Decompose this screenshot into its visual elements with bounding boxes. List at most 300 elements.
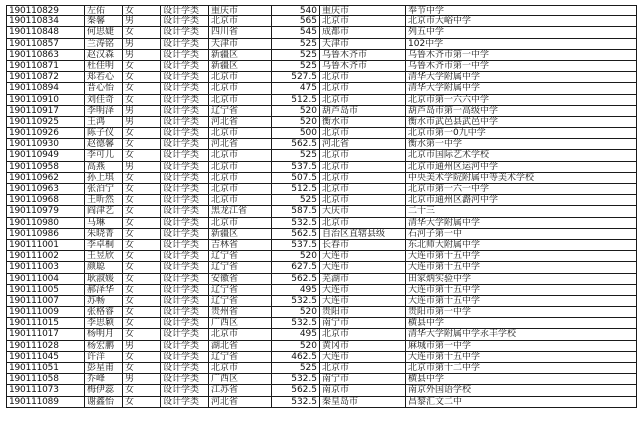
province-cell: 重庆市: [208, 6, 271, 15]
major-category-cell: 设计学类: [160, 274, 208, 284]
school-cell: 大连市第十五中学: [405, 285, 637, 295]
name-cell: 李可儿: [84, 150, 122, 160]
school-cell: 贵阳市第一中学: [405, 307, 637, 317]
student-id-cell: 190110917: [6, 106, 84, 116]
name-cell: 陈子仪: [84, 128, 122, 138]
province-cell: 辽宁省: [208, 296, 271, 306]
name-cell: 晋心怡: [84, 83, 122, 93]
table-row: [6, 128, 637, 139]
gender-cell: 男: [122, 16, 160, 26]
name-cell: 兰涛铭: [84, 39, 122, 49]
city-cell: 大连市: [319, 296, 405, 306]
province-cell: 辽宁省: [208, 106, 271, 116]
student-id-cell: 190111058: [6, 374, 84, 384]
city-cell: 北京市: [319, 184, 405, 194]
province-cell: 黑龙江省: [208, 206, 271, 216]
score-cell: 495: [271, 285, 319, 295]
student-id-cell: 190111007: [6, 296, 84, 306]
score-cell: 525: [271, 195, 319, 205]
table-row: [6, 329, 637, 340]
score-cell: 520: [271, 106, 319, 116]
gender-cell: 女: [122, 206, 160, 216]
city-cell: 北京市: [319, 329, 405, 339]
table-row: [6, 195, 637, 206]
student-id-cell: 190110863: [6, 50, 84, 60]
table-row: [6, 285, 637, 296]
table-row: [6, 206, 637, 217]
name-cell: 左佑: [84, 6, 122, 15]
table-row: [6, 385, 637, 396]
student-id-cell: 190110979: [6, 206, 84, 216]
city-cell: 黄冈市: [319, 341, 405, 351]
major-category-cell: 设计学类: [160, 95, 208, 105]
table-row: [6, 50, 637, 61]
gender-cell: 女: [122, 218, 160, 228]
school-cell: 昌黎汇文二中: [405, 397, 637, 407]
name-cell: 郑若心: [84, 72, 122, 82]
school-cell: 横县中学: [405, 318, 637, 328]
student-id-cell: 190110871: [6, 61, 84, 71]
score-cell: 525: [271, 61, 319, 71]
city-cell: 北京市: [319, 72, 405, 82]
score-cell: 537.5: [271, 162, 319, 172]
gender-cell: 女: [122, 262, 160, 272]
student-id-cell: 190110829: [6, 6, 84, 15]
major-category-cell: 设计学类: [160, 229, 208, 239]
major-category-cell: 设计学类: [160, 117, 208, 127]
name-cell: 李思颖: [84, 318, 122, 328]
major-category-cell: 设计学类: [160, 27, 208, 37]
school-cell: 北京市第十二中学: [405, 363, 637, 373]
student-id-cell: 190110958: [6, 162, 84, 172]
name-cell: 孙上琪: [84, 173, 122, 183]
city-cell: 北京市: [319, 83, 405, 93]
school-cell: 大连市第十五中学: [405, 352, 637, 362]
score-cell: 520: [271, 251, 319, 261]
table-row: [6, 83, 637, 94]
school-cell: 衡水第一中学: [405, 139, 637, 149]
province-cell: 吉林省: [208, 240, 271, 250]
city-cell: 大庆市: [319, 206, 405, 216]
major-category-cell: 设计学类: [160, 285, 208, 295]
gender-cell: 男: [122, 106, 160, 116]
gender-cell: 女: [122, 139, 160, 149]
gender-cell: 女: [122, 296, 160, 306]
province-cell: 安徽省: [208, 274, 271, 284]
major-category-cell: 设计学类: [160, 240, 208, 250]
province-cell: 北京市: [208, 16, 271, 26]
province-cell: 天津市: [208, 39, 271, 49]
table-row: [6, 341, 637, 352]
name-cell: 耿淑媛: [84, 274, 122, 284]
city-cell: 乌鲁木齐市: [319, 50, 405, 60]
gender-cell: 女: [122, 385, 160, 395]
gender-cell: 女: [122, 352, 160, 362]
province-cell: 北京市: [208, 128, 271, 138]
gender-cell: 女: [122, 397, 160, 407]
score-cell: 525: [271, 363, 319, 373]
name-cell: 赵德馨: [84, 139, 122, 149]
score-cell: 565: [271, 16, 319, 26]
major-category-cell: 设计学类: [160, 162, 208, 172]
name-cell: 朱晓菁: [84, 229, 122, 239]
major-category-cell: 设计学类: [160, 50, 208, 60]
name-cell: 许洋: [84, 352, 122, 362]
gender-cell: 女: [122, 318, 160, 328]
student-id-cell: 190110949: [6, 150, 84, 160]
student-id-cell: 190111051: [6, 363, 84, 373]
school-cell: 大连市第十五中学: [405, 296, 637, 306]
name-cell: 颜聪: [84, 262, 122, 272]
name-cell: 王鸿: [84, 117, 122, 127]
name-cell: 秦馨: [84, 16, 122, 26]
student-id-cell: 190111028: [6, 341, 84, 351]
school-cell: 麻城市第一中学: [405, 341, 637, 351]
province-cell: 北京市: [208, 184, 271, 194]
student-id-cell: 190111009: [6, 307, 84, 317]
student-id-cell: 190110980: [6, 218, 84, 228]
name-cell: 何思婕: [84, 27, 122, 37]
table-row: [6, 307, 637, 318]
table-row: [6, 117, 637, 128]
name-cell: 梅伊蕊: [84, 385, 122, 395]
gender-cell: 女: [122, 6, 160, 15]
name-cell: 苏畅: [84, 296, 122, 306]
city-cell: 北京市: [319, 218, 405, 228]
score-cell: 562.5: [271, 229, 319, 239]
school-cell: 北京市通州区潞河中学: [405, 195, 637, 205]
city-cell: 北京市: [319, 128, 405, 138]
name-cell: 李卓桐: [84, 240, 122, 250]
gender-cell: 女: [122, 61, 160, 71]
city-cell: 北京市: [319, 16, 405, 26]
table-row: [6, 95, 637, 106]
student-id-cell: 190110986: [6, 229, 84, 239]
province-cell: 新疆区: [208, 50, 271, 60]
score-cell: 532.5: [271, 318, 319, 328]
province-cell: 北京市: [208, 95, 271, 105]
city-cell: 大连市: [319, 251, 405, 261]
major-category-cell: 设计学类: [160, 184, 208, 194]
major-category-cell: 设计学类: [160, 173, 208, 183]
table-row: [6, 318, 637, 329]
student-id-cell: 190111089: [6, 397, 84, 407]
name-cell: 李明泽: [84, 106, 122, 116]
city-cell: 南京市: [319, 385, 405, 395]
province-cell: 北京市: [208, 195, 271, 205]
province-cell: 北京市: [208, 218, 271, 228]
name-cell: 王昕然: [84, 195, 122, 205]
student-id-cell: 190110848: [6, 27, 84, 37]
gender-cell: 男: [122, 374, 160, 384]
province-cell: 河北省: [208, 139, 271, 149]
table-row: [6, 229, 637, 240]
school-cell: 大连市第十五中学: [405, 251, 637, 261]
city-cell: 葫芦岛市: [319, 106, 405, 116]
city-cell: 秦皇岛市: [319, 397, 405, 407]
score-cell: 520: [271, 117, 319, 127]
student-id-cell: 190111004: [6, 274, 84, 284]
school-cell: 乌鲁木齐市第一中学: [405, 50, 637, 60]
major-category-cell: 设计学类: [160, 83, 208, 93]
score-cell: 532.5: [271, 397, 319, 407]
score-cell: 540: [271, 6, 319, 15]
city-cell: 芜湖市: [319, 274, 405, 284]
gender-cell: 男: [122, 162, 160, 172]
name-cell: 张泊宁: [84, 184, 122, 194]
gender-cell: 女: [122, 72, 160, 82]
major-category-cell: 设计学类: [160, 206, 208, 216]
name-cell: 王昱欣: [84, 251, 122, 261]
student-id-cell: 190111015: [6, 318, 84, 328]
school-cell: 东北师大附属中学: [405, 240, 637, 250]
score-cell: 520: [271, 307, 319, 317]
province-cell: 辽宁省: [208, 285, 271, 295]
major-category-cell: 设计学类: [160, 341, 208, 351]
major-category-cell: 设计学类: [160, 296, 208, 306]
province-cell: 河北省: [208, 397, 271, 407]
score-cell: 495: [271, 329, 319, 339]
student-id-cell: 190110962: [6, 173, 84, 183]
student-id-cell: 190110910: [6, 95, 84, 105]
student-id-cell: 190110963: [6, 184, 84, 194]
table-row: [6, 240, 637, 251]
name-cell: 杨明月: [84, 329, 122, 339]
province-cell: 广西区: [208, 318, 271, 328]
city-cell: 北京市: [319, 173, 405, 183]
table-row: [6, 184, 637, 195]
school-cell: 清华大学附属中学: [405, 72, 637, 82]
gender-cell: 男: [122, 39, 160, 49]
student-id-cell: 190110968: [6, 195, 84, 205]
school-cell: 南京外国语学校: [405, 385, 637, 395]
province-cell: 北京市: [208, 83, 271, 93]
score-cell: 512.5: [271, 95, 319, 105]
score-cell: 562.5: [271, 139, 319, 149]
province-cell: 广西区: [208, 374, 271, 384]
score-cell: 507.5: [271, 173, 319, 183]
table-row: [6, 352, 637, 363]
city-cell: 河北省: [319, 139, 405, 149]
school-cell: 北京市大峪中学: [405, 16, 637, 26]
major-category-cell: 设计学类: [160, 363, 208, 373]
province-cell: 辽宁省: [208, 262, 271, 272]
school-cell: 二十三: [405, 206, 637, 216]
student-id-cell: 190110872: [6, 72, 84, 82]
major-category-cell: 设计学类: [160, 16, 208, 26]
province-cell: 四川省: [208, 27, 271, 37]
admission-table: [6, 5, 637, 408]
table-row: [6, 363, 637, 374]
student-id-cell: 190110925: [6, 117, 84, 127]
province-cell: 河北省: [208, 117, 271, 127]
major-category-cell: 设计学类: [160, 307, 208, 317]
city-cell: 长春市: [319, 240, 405, 250]
province-cell: 湖北省: [208, 341, 271, 351]
gender-cell: 女: [122, 95, 160, 105]
name-cell: 谢鑫怡: [84, 397, 122, 407]
score-cell: 462.5: [271, 352, 319, 362]
school-cell: 北京市第一六一中学: [405, 184, 637, 194]
student-id-cell: 190110926: [6, 128, 84, 138]
city-cell: 天津市: [319, 39, 405, 49]
table-row: [6, 5, 637, 16]
school-cell: 列五中学: [405, 27, 637, 37]
city-cell: 衡水市: [319, 117, 405, 127]
province-cell: 江苏省: [208, 385, 271, 395]
school-cell: 中央美术学院附属中等美术学校: [405, 173, 637, 183]
table-row: [6, 72, 637, 83]
table-row: [6, 218, 637, 229]
city-cell: 北京市: [319, 150, 405, 160]
major-category-cell: 设计学类: [160, 318, 208, 328]
score-cell: 532.5: [271, 374, 319, 384]
table-row: [6, 274, 637, 285]
score-cell: 627.5: [271, 262, 319, 272]
name-cell: 张格睿: [84, 307, 122, 317]
student-id-cell: 190111073: [6, 385, 84, 395]
score-cell: 562.5: [271, 385, 319, 395]
school-cell: 横县中学: [405, 374, 637, 384]
score-cell: 525: [271, 150, 319, 160]
school-cell: 北京市国际艺术学校: [405, 150, 637, 160]
major-category-cell: 设计学类: [160, 352, 208, 362]
score-cell: 545: [271, 27, 319, 37]
major-category-cell: 设计学类: [160, 106, 208, 116]
gender-cell: 女: [122, 150, 160, 160]
gender-cell: 女: [122, 363, 160, 373]
score-cell: 525: [271, 50, 319, 60]
city-cell: 北京市: [319, 162, 405, 172]
student-id-cell: 190110930: [6, 139, 84, 149]
name-cell: 赵汉森: [84, 50, 122, 60]
student-id-cell: 190111045: [6, 352, 84, 362]
province-cell: 北京市: [208, 162, 271, 172]
table-row: [6, 16, 637, 27]
name-cell: 郝泽华: [84, 285, 122, 295]
major-category-cell: 设计学类: [160, 128, 208, 138]
name-cell: 马琳: [84, 218, 122, 228]
city-cell: 重庆市: [319, 6, 405, 15]
province-cell: 北京市: [208, 329, 271, 339]
table-row: [6, 173, 637, 184]
score-cell: 520: [271, 341, 319, 351]
major-category-cell: 设计学类: [160, 61, 208, 71]
student-id-cell: 190111002: [6, 251, 84, 261]
major-category-cell: 设计学类: [160, 195, 208, 205]
city-cell: 北京市: [319, 363, 405, 373]
major-category-cell: 设计学类: [160, 218, 208, 228]
city-cell: 成都市: [319, 27, 405, 37]
city-cell: 南宁市: [319, 318, 405, 328]
score-cell: 537.5: [271, 240, 319, 250]
major-category-cell: 设计学类: [160, 139, 208, 149]
school-cell: 大连市第十五中学: [405, 262, 637, 272]
gender-cell: 女: [122, 240, 160, 250]
table-row: [6, 106, 637, 117]
table-row: [6, 251, 637, 262]
gender-cell: 女: [122, 83, 160, 93]
score-cell: 475: [271, 83, 319, 93]
gender-cell: 女: [122, 184, 160, 194]
gender-cell: 男: [122, 50, 160, 60]
province-cell: 辽宁省: [208, 251, 271, 261]
city-cell: 大连市: [319, 352, 405, 362]
school-cell: 石河子第一中: [405, 229, 637, 239]
gender-cell: 男: [122, 117, 160, 127]
name-cell: 彭星甫: [84, 363, 122, 373]
province-cell: 贵州省: [208, 307, 271, 317]
student-id-cell: 190110834: [6, 16, 84, 26]
city-cell: 大连市: [319, 285, 405, 295]
table-row: [6, 27, 637, 38]
major-category-cell: 设计学类: [160, 329, 208, 339]
table-row: [6, 139, 637, 150]
city-cell: 北京市: [319, 95, 405, 105]
name-cell: 高燕: [84, 162, 122, 172]
province-cell: 北京市: [208, 363, 271, 373]
major-category-cell: 设计学类: [160, 39, 208, 49]
school-cell: 北京市通州区运河中学: [405, 162, 637, 172]
major-category-cell: 设计学类: [160, 150, 208, 160]
gender-cell: 男: [122, 341, 160, 351]
major-category-cell: 设计学类: [160, 262, 208, 272]
province-cell: 新疆区: [208, 61, 271, 71]
city-cell: 自治区直辖县级: [319, 229, 405, 239]
gender-cell: 女: [122, 307, 160, 317]
major-category-cell: 设计学类: [160, 6, 208, 15]
major-category-cell: 设计学类: [160, 397, 208, 407]
city-cell: 南宁市: [319, 374, 405, 384]
name-cell: 乔峰: [84, 374, 122, 384]
table-row: [6, 374, 637, 385]
school-cell: 北京市第一0九中学: [405, 128, 637, 138]
city-cell: 乌鲁木齐市: [319, 61, 405, 71]
score-cell: 562.5: [271, 274, 319, 284]
table-row: [6, 397, 637, 408]
province-cell: 辽宁省: [208, 352, 271, 362]
student-id-cell: 190111001: [6, 240, 84, 250]
table-row: [6, 296, 637, 307]
table-row: [6, 150, 637, 161]
name-cell: 阎津艺: [84, 206, 122, 216]
school-cell: 葫芦岛市第一高级中学: [405, 106, 637, 116]
school-cell: 田家炳实验中学: [405, 274, 637, 284]
name-cell: 刘佳奇: [84, 95, 122, 105]
province-cell: 北京市: [208, 173, 271, 183]
table-row: [6, 39, 637, 50]
score-cell: 525: [271, 39, 319, 49]
score-cell: 532.5: [271, 296, 319, 306]
major-category-cell: 设计学类: [160, 72, 208, 82]
table-row: [6, 61, 637, 72]
score-cell: 587.5: [271, 206, 319, 216]
major-category-cell: 设计学类: [160, 251, 208, 261]
school-cell: 清华大学附属中学: [405, 83, 637, 93]
school-cell: 奉节中学: [405, 6, 637, 15]
province-cell: 新疆区: [208, 229, 271, 239]
score-cell: 532.5: [271, 218, 319, 228]
major-category-cell: 设计学类: [160, 385, 208, 395]
province-cell: 北京市: [208, 150, 271, 160]
gender-cell: 女: [122, 27, 160, 37]
gender-cell: 女: [122, 173, 160, 183]
gender-cell: 女: [122, 274, 160, 284]
school-cell: 清华大学附属中学: [405, 218, 637, 228]
school-cell: 北京市第一六六中学: [405, 95, 637, 105]
student-id-cell: 190111005: [6, 285, 84, 295]
gender-cell: 女: [122, 229, 160, 239]
